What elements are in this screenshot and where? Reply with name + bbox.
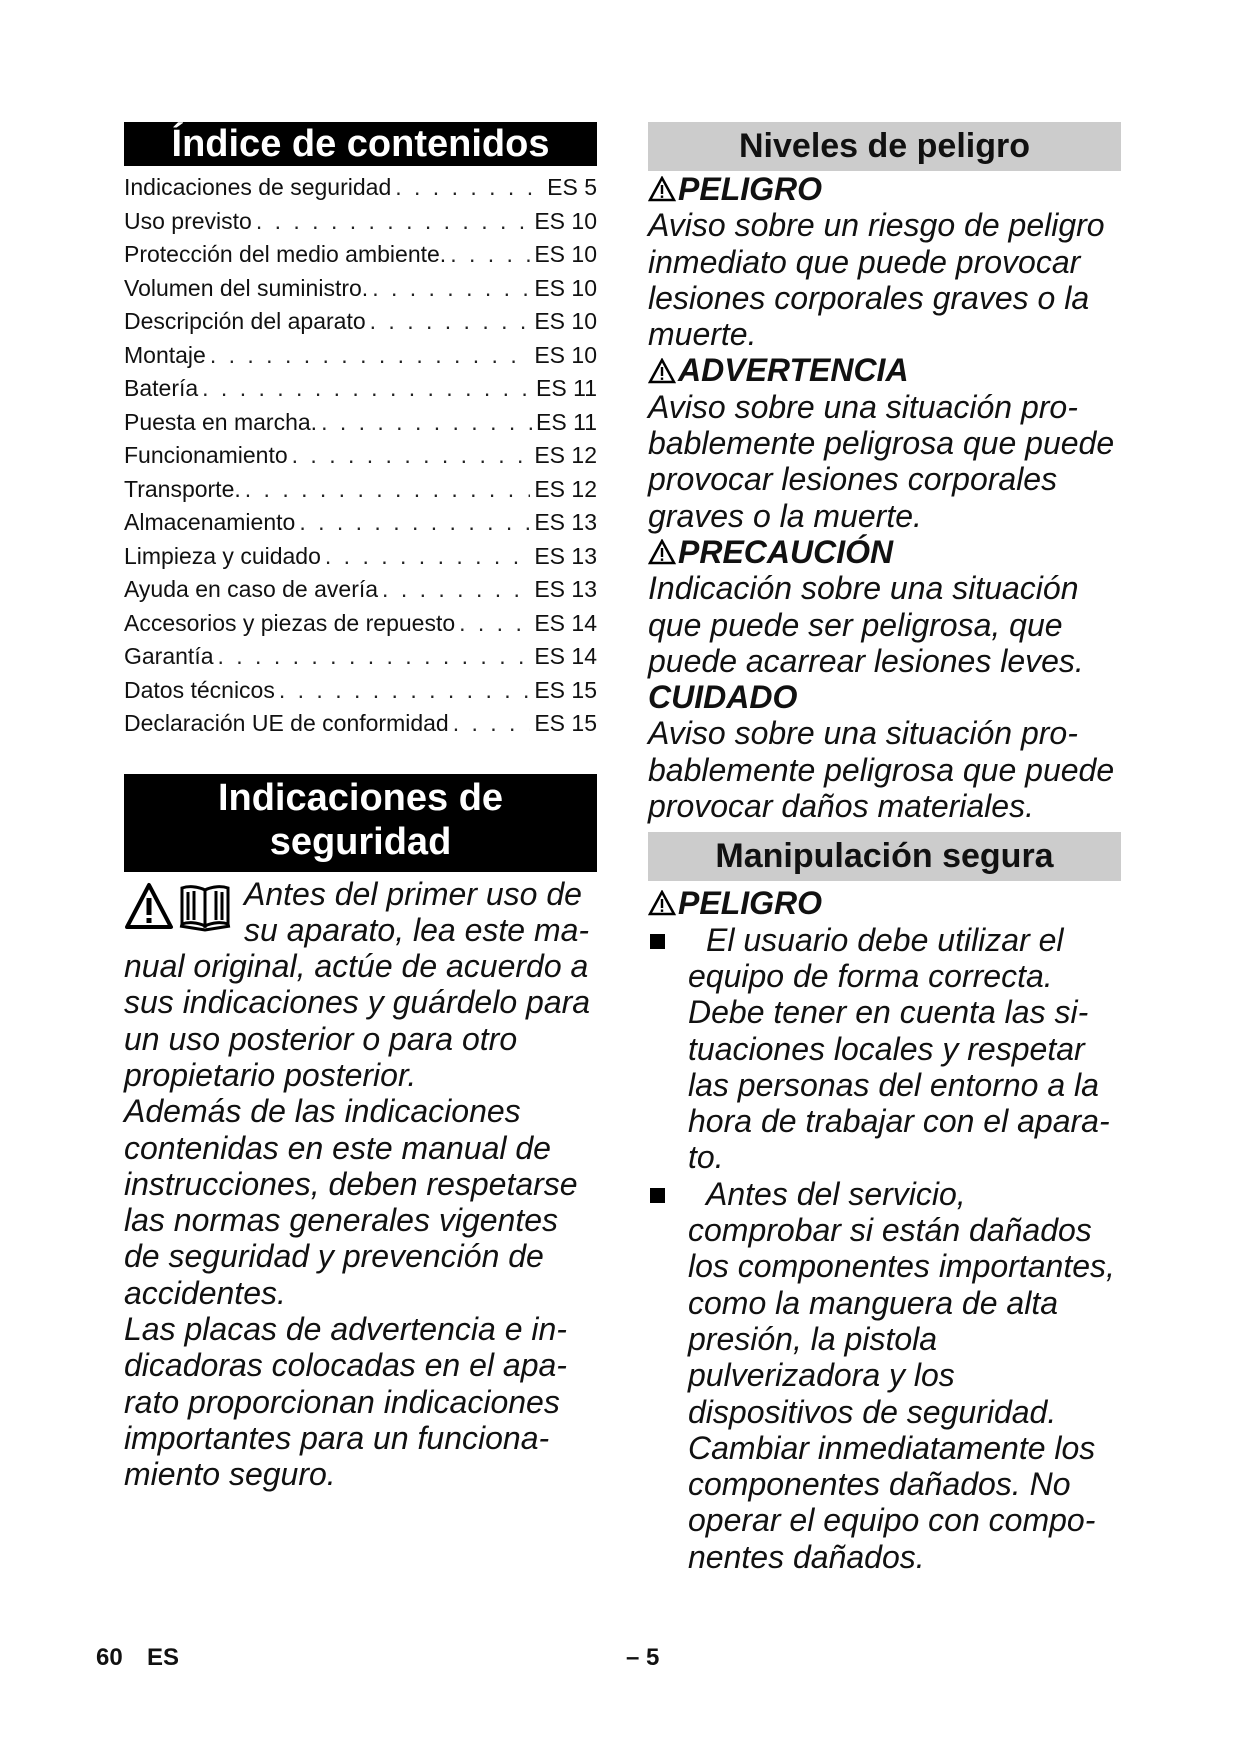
toc-entry-page: ES 15 bbox=[534, 710, 597, 736]
toc-entry-page: ES 15 bbox=[534, 676, 597, 703]
toc-entry-leader bbox=[325, 543, 530, 570]
right-column bbox=[648, 122, 1121, 1575]
toc-entry-leader bbox=[279, 677, 530, 704]
safe-handling-level bbox=[648, 885, 1121, 921]
warning-triangle-icon bbox=[648, 176, 676, 202]
toc-entry-leader bbox=[453, 710, 531, 737]
toc-entry-page: ES 13 bbox=[534, 576, 597, 602]
danger-level-advertencia-text: Aviso sobre una situación probablemente peligrosa que puede provocar lesiones corporales graves o la muerte. bbox=[648, 388, 1115, 534]
toc-entry bbox=[124, 710, 597, 744]
toc-entry-title: Volumen del suministro. bbox=[124, 274, 369, 301]
toc-entry-title: Datos técnicos bbox=[124, 676, 275, 703]
toc-entry bbox=[124, 543, 597, 577]
toc-entry-title: Garantía bbox=[124, 643, 214, 669]
warning-triangle-icon bbox=[648, 890, 676, 916]
footer-center: – 5 bbox=[626, 1644, 660, 1671]
toc-entry-leader bbox=[459, 610, 530, 637]
toc-entry-page: ES 10 bbox=[534, 241, 597, 267]
toc-entry-page: ES 10 bbox=[534, 207, 597, 234]
danger-level-cuidado-label: CUIDADO bbox=[648, 679, 798, 716]
toc-entry-title: Transporte. bbox=[124, 475, 241, 502]
safety-paragraph-1: Antes del primer uso de su aparato, lea este manual original, actúe de acuerdo a sus indicaciones y guárdelo para un uso posterior o para otro propietario posterior. bbox=[124, 875, 591, 1093]
safe-handling-bullet-2 bbox=[648, 1176, 1121, 1575]
danger-level-label bbox=[648, 171, 1121, 207]
toc-entry-leader bbox=[202, 375, 532, 402]
toc-entry bbox=[124, 610, 597, 644]
intro-icons bbox=[124, 882, 240, 946]
toc-entry-title: Accesorios y piezas de repuesto bbox=[124, 609, 456, 636]
toc-entry-page: ES 10 bbox=[534, 341, 597, 368]
safety-intro bbox=[124, 876, 597, 1493]
toc-entry bbox=[124, 677, 597, 711]
toc-entry-title: Ayuda en caso de avería bbox=[124, 576, 379, 602]
warning-triangle-icon bbox=[648, 358, 676, 384]
toc-entry bbox=[124, 208, 597, 242]
danger-level-precaucion bbox=[648, 534, 1121, 679]
toc-entry-page: ES 12 bbox=[534, 475, 597, 502]
toc-entry-title: Protección del medio ambiente. bbox=[124, 241, 447, 267]
toc-entry-page: ES 10 bbox=[534, 274, 597, 301]
toc-entry-leader bbox=[256, 208, 531, 235]
toc-entry-page: ES 14 bbox=[534, 609, 597, 636]
manual-book-icon bbox=[178, 882, 232, 932]
toc-entry-leader bbox=[292, 442, 531, 469]
safety-paragraph-3: Las placas de advertencia e indicadoras colocadas en el aparato proporcionan indicaciones importantes para un funcionamiento seguro. bbox=[124, 1311, 567, 1493]
toc-entry bbox=[124, 409, 597, 443]
toc-entry-page: ES 11 bbox=[536, 408, 597, 435]
warning-triangle-icon bbox=[648, 539, 676, 565]
safe-handling-level-label: PELIGRO bbox=[678, 885, 823, 922]
danger-level-peligro bbox=[648, 171, 1121, 352]
bullet-square-icon bbox=[650, 934, 665, 949]
danger-level-cuidado-text: Aviso sobre una situación probablemente peligrosa que puede provocar daños materiales. bbox=[648, 715, 1115, 825]
toc-entry bbox=[124, 342, 597, 376]
footer-language: ES bbox=[147, 1644, 180, 1671]
toc-entry-title: Puesta en marcha. bbox=[124, 408, 318, 435]
toc-entry-title: Indicaciones de seguridad bbox=[124, 174, 392, 200]
toc-list bbox=[124, 174, 597, 744]
toc-entry bbox=[124, 442, 597, 476]
toc-entry-title: Limpieza y cuidado bbox=[124, 542, 321, 569]
danger-level-precaucion-text: Indicación sobre una situación que puede ser peligrosa, que puede acarrear lesiones leves. bbox=[648, 570, 1084, 679]
toc-entry bbox=[124, 375, 597, 409]
safe-handling-bullet-2-text: Antes del servicio, comprobar si están dañados los componentes importantes, como la manguera de alta presión, la pistola pulverizadora y los dispositivos de seguridad. Cambiar inmediatamente los componentes dañados. No operar el equipo con componentes dañados. bbox=[688, 1175, 1115, 1575]
toc-entry-title: Funcionamiento bbox=[124, 442, 288, 468]
toc-entry-leader bbox=[245, 476, 531, 503]
left-column bbox=[124, 122, 597, 1493]
toc-entry-title: Montaje bbox=[124, 341, 206, 368]
toc-entry-leader bbox=[210, 342, 531, 369]
danger-level-label bbox=[648, 352, 1121, 388]
danger-level-cuidado bbox=[648, 679, 1121, 824]
toc-entry-page: ES 10 bbox=[534, 308, 597, 334]
toc-entry bbox=[124, 576, 597, 610]
safety-title-line1: Indicaciones de bbox=[217, 776, 504, 819]
toc-entry-leader bbox=[382, 576, 530, 603]
toc-entry bbox=[124, 308, 597, 342]
danger-level-advertencia-label: ADVERTENCIA bbox=[678, 352, 909, 389]
safety-title bbox=[124, 774, 597, 872]
safe-handling-bullet-1-text: El usuario debe utilizar el equipo de forma correcta. Debe tener en cuenta las situaciones locales y respetar las personas del entorno a la hora de trabajar con el aparato. bbox=[688, 921, 1110, 1176]
safe-handling-title: Manipulación segura bbox=[648, 832, 1121, 881]
safe-handling-bullet-1 bbox=[648, 922, 1121, 1176]
danger-level-peligro-text: Aviso sobre un riesgo de peligro inmediato que puede provocar lesiones corporales graves o la muerte. bbox=[648, 207, 1105, 353]
toc-entry-leader bbox=[299, 509, 530, 536]
toc-entry-title: Descripción del aparato bbox=[124, 308, 366, 334]
toc-entry bbox=[124, 241, 597, 275]
toc-entry-leader bbox=[395, 174, 543, 201]
toc-entry-title: Almacenamiento bbox=[124, 509, 296, 535]
toc-entry-page: ES 13 bbox=[534, 542, 597, 569]
toc-entry-page: ES 13 bbox=[534, 509, 597, 535]
safety-title-line2: seguridad bbox=[269, 820, 452, 863]
toc-entry-title: Uso previsto bbox=[124, 207, 252, 234]
danger-level-label bbox=[648, 534, 1121, 570]
safety-paragraph-2: Además de las indicaciones contenidas en este manual de instrucciones, deben respetarse las normas generales vigentes de seguridad y prevención de accidentes. bbox=[124, 1093, 578, 1311]
toc-entry-leader bbox=[450, 241, 530, 268]
bullet-square-icon bbox=[650, 1188, 665, 1203]
toc-entry-title: Declaración UE de conformidad bbox=[124, 710, 449, 736]
danger-level-advertencia bbox=[648, 352, 1121, 533]
warning-triangle-icon bbox=[124, 882, 174, 930]
danger-level-precaucion-label: PRECAUCIÓN bbox=[678, 533, 894, 570]
footer-page-number: 60 bbox=[96, 1644, 123, 1671]
danger-levels-title: Niveles de peligro bbox=[648, 122, 1121, 171]
toc-entry-leader bbox=[218, 643, 531, 670]
toc-entry-page: ES 14 bbox=[534, 643, 597, 669]
danger-level-peligro-label: PELIGRO bbox=[678, 171, 823, 207]
toc-title: Índice de contenidos bbox=[124, 122, 597, 166]
toc-entry bbox=[124, 509, 597, 543]
toc-entry-leader bbox=[370, 308, 531, 335]
toc-entry-title: Batería bbox=[124, 375, 199, 401]
toc-entry bbox=[124, 643, 597, 677]
toc-entry-leader bbox=[321, 409, 532, 436]
toc-entry-leader bbox=[372, 275, 530, 302]
toc-entry bbox=[124, 174, 597, 208]
toc-entry-page: ES 5 bbox=[547, 174, 597, 200]
toc-entry-page: ES 12 bbox=[534, 442, 597, 468]
toc-entry-page: ES 11 bbox=[536, 375, 597, 401]
toc-entry bbox=[124, 275, 597, 309]
toc-entry bbox=[124, 476, 597, 510]
